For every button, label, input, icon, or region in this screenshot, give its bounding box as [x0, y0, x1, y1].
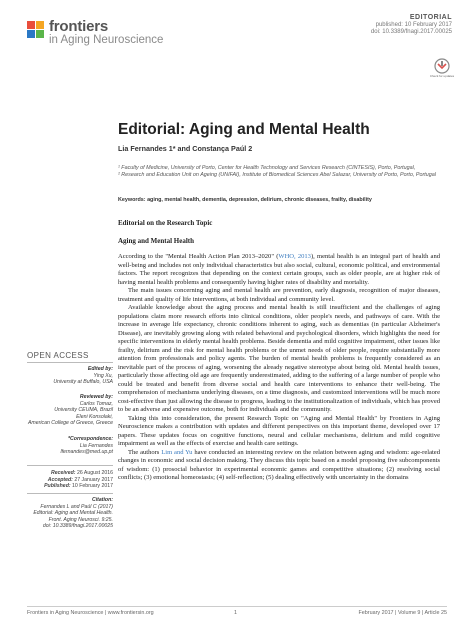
paragraph-3: Available knowledge about the aging process and mental health is still insufficient and the challenges of aging populations claim more research efforts into clinical conditions, older people's needs, and pathways of care. With the increase in average life expectancy, chronic conditions inherent to aging, such as dementias (in particular Alzheimer's Disease), are inevitably growing along with related behavioral and psychological disorders, which highlights the need for specific interventions in elderly mental health problems. Beside dementia and mild cognitive impairment, other issues like frailty, delirium and the risk for mental health problems or the unmet needs of older people, require substantially more attention from professionals and policy agents. The burden of mental health problems is frequently considered as an inevitable part of the process of aging, worsening the already negative stereotype about being old. Mental health issues, particularly those affecting old age are frequently underestimated, adding to the suffering of a large number of people who could be treated and benefit from diverse social and health care interventions to enhance their well-being. The comprehension of mechanisms underlying diseases, on a time diagnosis, and customized interventions will be much more cost-effective than just allowing the disease to progress, leading to the institutionalization of individuals, which has proved to be an adverse and expensive outcome, both for individuals and the community. — [118, 304, 440, 413]
reviewer-1-name: Carlos Tomaz, — [79, 400, 113, 407]
article-body — [118, 253, 440, 483]
reviewer-1-affil: University CEUMA, Brazil — [54, 407, 113, 413]
published-date: published: 10 February 2017 — [375, 21, 452, 28]
citation-line-1: Fernandes L and Paúl C (2017) — [40, 503, 113, 510]
edited-by — [27, 366, 113, 386]
text: ), mental health is an integral part of health and well-being and includes not only individual characteristics but also social, cultural, economic political, and environmental factors. The report recognizes that depending on the context certain groups, such as older people, are at higher risk of having mental health problems and consequently having higher rates of disability and mortality. — [118, 253, 440, 286]
reviewer-2-affil: American College of Greece, Greece — [27, 420, 113, 426]
section-heading-research-topic: Editorial on the Research Topic — [118, 219, 213, 227]
citation-label: Citation: — [91, 497, 113, 503]
article-type: EDITORIAL — [409, 14, 452, 21]
published — [27, 483, 113, 490]
paragraph-2: The main issues concerning aging and mental health are prevention, early diagnosis, recognition of major diseases, treatment and quality of life interventions, at both individual and community level. — [118, 287, 440, 303]
citation-link-who[interactable]: WHO, 2013 — [278, 253, 311, 260]
text: According to the "Mental Health Action Plan 2013–2020" ( — [118, 253, 279, 260]
dates — [27, 470, 113, 490]
correspondence — [27, 436, 113, 456]
keywords-list: aging, mental health, dementia, depression, delirium, chronic diseases, frailty, disability — [147, 197, 372, 203]
received-date: 26 August 2016 — [76, 470, 113, 476]
affiliations — [118, 165, 448, 179]
author-names[interactable]: Lia Fernandes 1* and Constança Paúl 2 — [118, 144, 253, 153]
journal-logo — [27, 18, 227, 48]
journal-name: in Aging Neuroscience — [49, 34, 164, 46]
authors — [118, 144, 252, 153]
keywords — [118, 197, 458, 204]
affiliation-1: ¹ Faculty of Medicine, University of Porto, Center for Health Technology and Services Research (CINTESIS), Porto, Portugal, — [118, 165, 416, 171]
editor-name: Ying Xu, — [93, 372, 113, 379]
sidebar-divider — [27, 493, 113, 494]
paragraph-5 — [118, 449, 440, 483]
editor-affil: University at Buffalo, USA — [53, 379, 113, 385]
citation — [27, 497, 113, 530]
text: The authors — [128, 448, 162, 456]
correspondence-name: Lia Fernandes — [79, 442, 113, 449]
crossmark-label: Check for updates — [429, 74, 455, 78]
paragraph-1 — [118, 253, 440, 287]
citation-link-lim-yu[interactable]: Lim and Yu — [161, 448, 193, 456]
article-title: Editorial: Aging and Mental Health — [118, 121, 370, 138]
published-date: 10 February 2017 — [72, 483, 113, 489]
paragraph-4: Taking this into consideration, the present Research Topic on "Aging and Mental Health" by Frontiers in Aging Neuroscience makes a contribution with updates and different perspectives on this important theme, developed over 17 papers. These updates focus on cognitive functions, neural and cellular mechanisms, delirium and mild cognitive impairment as well as the effects of exercise and health care settings. — [118, 414, 440, 447]
footer-divider — [27, 606, 447, 607]
reviewed-by — [27, 394, 113, 427]
page-number: 1 — [234, 610, 237, 616]
published-label: Published: — [44, 483, 71, 489]
accepted-label: Accepted: — [47, 476, 73, 483]
citation-line-4[interactable]: doi: 10.3389/fnagi.2017.00025 — [42, 523, 113, 529]
reviewer-2-name: Eleni Konsolaki, — [76, 413, 113, 420]
doi[interactable]: doi: 10.3389/fnagi.2017.00025 — [370, 29, 452, 35]
frontiers-logo-icon — [27, 21, 45, 39]
sidebar-divider — [27, 465, 113, 466]
accepted-date: 27 January 2017 — [74, 476, 113, 483]
correspondence-label: *Correspondence: — [68, 436, 113, 442]
received-label: Received: — [50, 470, 76, 476]
edited-by-label: Edited by: — [87, 366, 113, 372]
affiliation-2: ² Research and Education Unit on Ageing (UNIFAI), Institute of Biomedical Sciences Abel Salazar, University of Porto, Porto, Portugal — [118, 172, 436, 179]
correspondence-email[interactable]: lfernandes@med.up.pt — [60, 449, 113, 455]
text: have conducted an interesting review on the relation between aging and wisdom: age-related changes in economic and social decision making. They discuss this topic based on a model proposing five subcomponents of wisdom: (1) prosocial behavior in experimental economic games and competitive situations; (2) resolving social conflicts; (3) emotional homeostasis; (4) self-reflection; (5) dealing effectively with uncertainty in the domains — [118, 448, 440, 481]
citation-line-2: Editorial: Aging and Mental Health. — [33, 510, 113, 516]
reviewed-by-label: Reviewed by: — [79, 394, 113, 400]
sidebar-divider — [27, 362, 113, 363]
open-access-badge: OPEN ACCESS — [27, 351, 89, 360]
keywords-label: Keywords: — [118, 197, 146, 203]
footer-issue: February 2017 | Volume 9 | Article 25 — [358, 610, 447, 616]
footer-journal[interactable]: Frontiers in Aging Neuroscience | www.frontiersin.org — [27, 610, 154, 616]
crossmark-icon[interactable] — [429, 58, 455, 80]
section-heading-topic: Aging and Mental Health — [118, 237, 195, 245]
citation-line-3: Front. Aging Neurosci. 9:25. — [48, 516, 113, 523]
article-meta — [371, 14, 452, 37]
brand-name: frontiers — [49, 18, 109, 35]
